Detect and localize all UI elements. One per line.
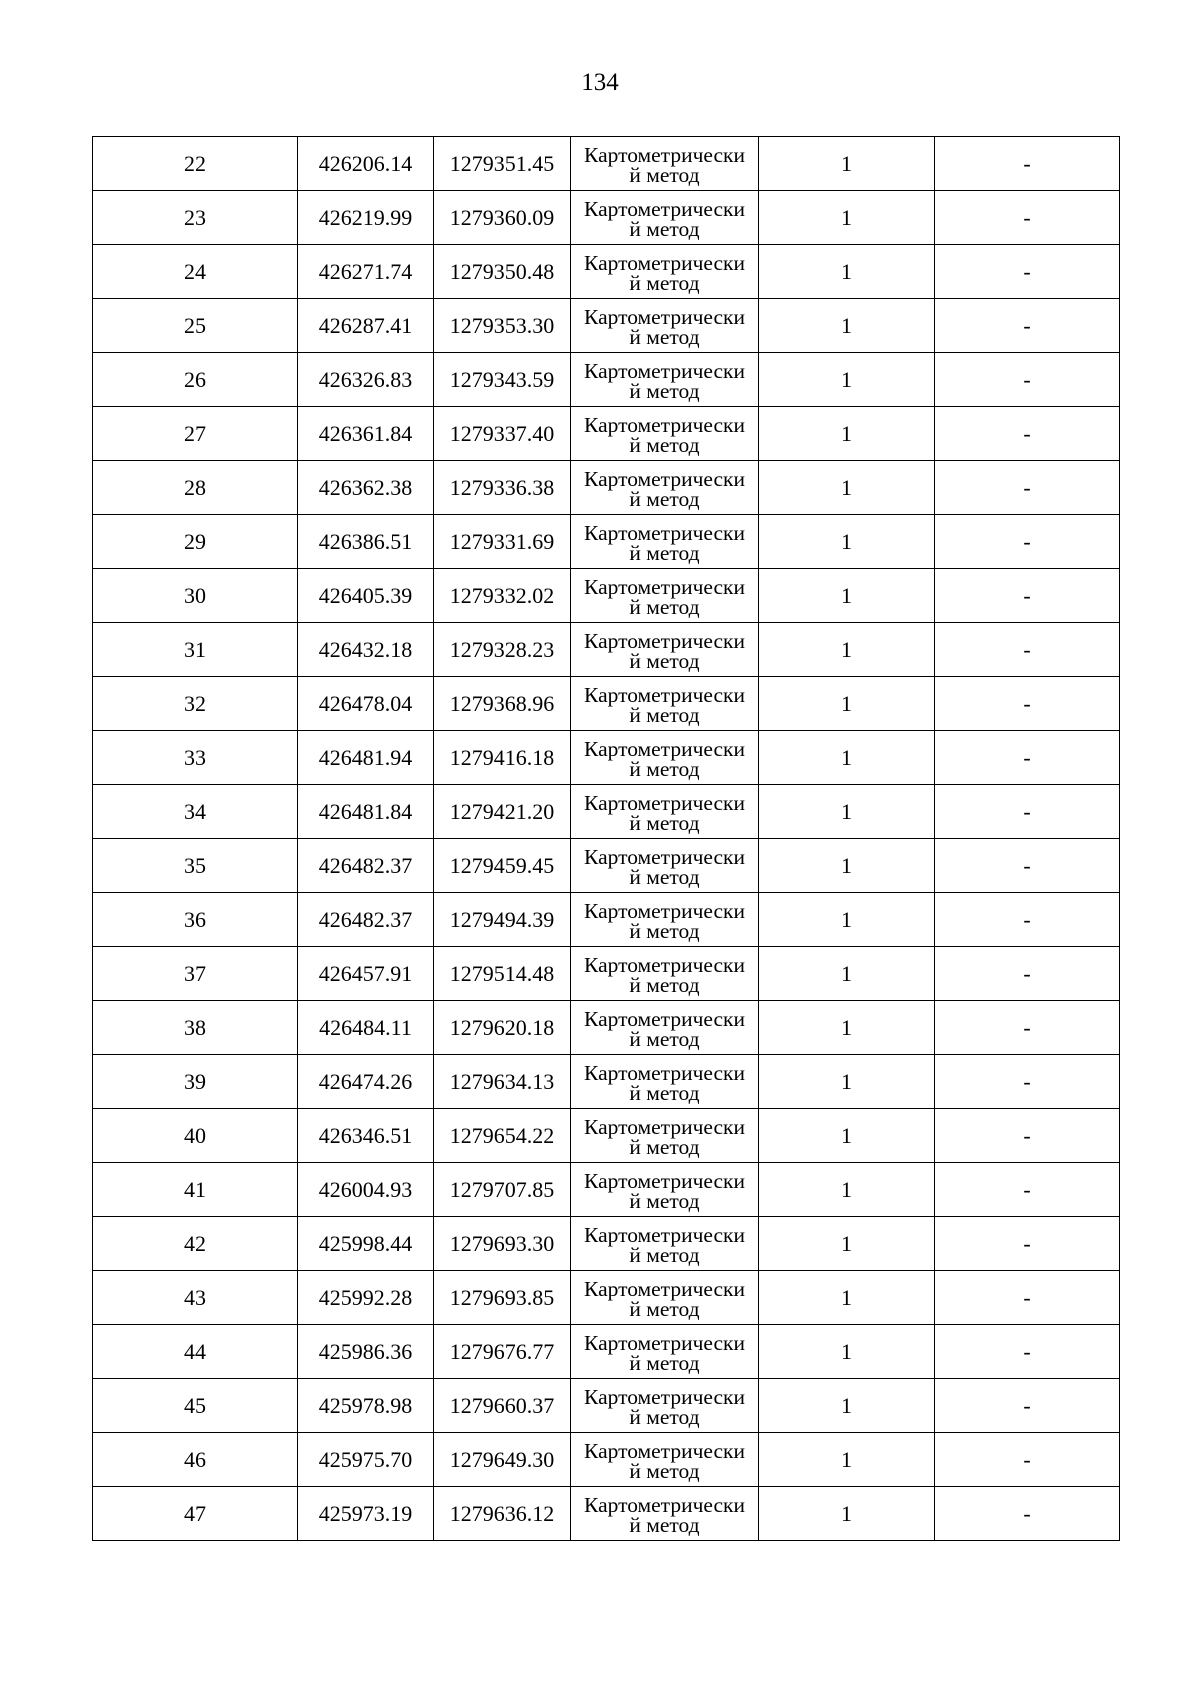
method-cell [571,893,759,947]
table-row [93,947,1120,1001]
y-coordinate-cell: 1279620.18 [434,1001,571,1055]
method-text-line-2: й метод [629,702,700,727]
method-text-line-2: й метод [629,1350,700,1375]
accuracy-cell: 1 [759,785,935,839]
method-cell [571,515,759,569]
x-coordinate-cell: 426362.38 [298,461,434,515]
note-cell: - [935,677,1120,731]
method-text-line-2: й метод [629,810,700,835]
table-row [93,569,1120,623]
method-text-line-1: Картометрически [584,1384,745,1409]
method-text-line-2: й метод [629,594,700,619]
point-number-cell: 29 [93,515,298,569]
note-cell: - [935,731,1120,785]
y-coordinate-cell: 1279353.30 [434,299,571,353]
point-number-cell: 41 [93,1163,298,1217]
x-coordinate-cell: 426481.94 [298,731,434,785]
note-cell: - [935,785,1120,839]
point-number-cell: 36 [93,893,298,947]
method-text-line-2: й метод [629,378,700,403]
method-text-line-1: Картометрически [584,1438,745,1463]
y-coordinate-cell: 1279343.59 [434,353,571,407]
method-text-line-2: й метод [629,216,700,241]
y-coordinate-cell: 1279368.96 [434,677,571,731]
method-text-line-1: Картометрически [584,304,745,329]
y-coordinate-cell: 1279331.69 [434,515,571,569]
x-coordinate-cell: 426346.51 [298,1109,434,1163]
x-coordinate-cell: 426482.37 [298,839,434,893]
method-text-line-1: Картометрически [584,1006,745,1031]
method-text-line-2: й метод [629,432,700,457]
method-cell [571,731,759,785]
method-cell [571,407,759,461]
x-coordinate-cell: 426206.14 [298,137,434,191]
x-coordinate-cell: 426287.41 [298,299,434,353]
accuracy-cell: 1 [759,1487,935,1541]
point-number-cell: 22 [93,137,298,191]
method-cell [571,245,759,299]
note-cell: - [935,137,1120,191]
accuracy-cell: 1 [759,1055,935,1109]
y-coordinate-cell: 1279459.45 [434,839,571,893]
method-cell [571,1487,759,1541]
method-text-line-2: й метод [629,162,700,187]
accuracy-cell: 1 [759,947,935,1001]
method-text-line-2: й метод [629,648,700,673]
method-cell [571,191,759,245]
method-text-line-1: Картометрически [584,466,745,491]
y-coordinate-cell: 1279328.23 [434,623,571,677]
method-cell [571,137,759,191]
method-cell [571,461,759,515]
table-row [93,1487,1120,1541]
method-text-line-1: Картометрически [584,898,745,923]
accuracy-cell: 1 [759,1379,935,1433]
method-text-line-2: й метод [629,540,700,565]
method-text-line-1: Картометрически [584,1060,745,1085]
table-row [93,137,1120,191]
point-number-cell: 45 [93,1379,298,1433]
method-text-line-1: Картометрически [584,358,745,383]
y-coordinate-cell: 1279636.12 [434,1487,571,1541]
table-row [93,1271,1120,1325]
x-coordinate-cell: 425992.28 [298,1271,434,1325]
method-text-line-1: Картометрически [584,1492,745,1517]
note-cell: - [935,623,1120,677]
point-number-cell: 24 [93,245,298,299]
x-coordinate-cell: 426326.83 [298,353,434,407]
x-coordinate-cell: 426484.11 [298,1001,434,1055]
method-cell [571,1271,759,1325]
method-text-line-1: Картометрически [584,520,745,545]
method-text-line-2: й метод [629,1026,700,1051]
y-coordinate-cell: 1279693.85 [434,1271,571,1325]
y-coordinate-cell: 1279494.39 [434,893,571,947]
method-text-line-2: й метод [629,1080,700,1105]
method-text-line-2: й метод [629,972,700,997]
method-cell [571,353,759,407]
method-cell [571,785,759,839]
note-cell: - [935,1163,1120,1217]
y-coordinate-cell: 1279693.30 [434,1217,571,1271]
y-coordinate-cell: 1279660.37 [434,1379,571,1433]
method-text-line-1: Картометрически [584,790,745,815]
accuracy-cell: 1 [759,137,935,191]
note-cell: - [935,569,1120,623]
table-row [93,1379,1120,1433]
x-coordinate-cell: 426482.37 [298,893,434,947]
note-cell: - [935,1055,1120,1109]
method-cell [571,1109,759,1163]
note-cell: - [935,1487,1120,1541]
method-cell [571,1001,759,1055]
point-number-cell: 37 [93,947,298,1001]
x-coordinate-cell: 426219.99 [298,191,434,245]
y-coordinate-cell: 1279360.09 [434,191,571,245]
method-text-line-1: Картометрически [584,1222,745,1247]
accuracy-cell: 1 [759,1271,935,1325]
method-cell [571,623,759,677]
method-text-line-2: й метод [629,756,700,781]
y-coordinate-cell: 1279654.22 [434,1109,571,1163]
note-cell: - [935,1379,1120,1433]
point-number-cell: 39 [93,1055,298,1109]
table-row [93,731,1120,785]
method-text-line-1: Картометрически [584,142,745,167]
note-cell: - [935,461,1120,515]
accuracy-cell: 1 [759,515,935,569]
x-coordinate-cell: 426405.39 [298,569,434,623]
note-cell: - [935,191,1120,245]
table-row [93,839,1120,893]
note-cell: - [935,353,1120,407]
table-row [93,623,1120,677]
x-coordinate-cell: 426474.26 [298,1055,434,1109]
method-text-line-2: й метод [629,918,700,943]
method-cell [571,1433,759,1487]
accuracy-cell: 1 [759,1163,935,1217]
method-cell [571,677,759,731]
y-coordinate-cell: 1279336.38 [434,461,571,515]
table-row [93,1001,1120,1055]
table-body [93,137,1120,1541]
method-text-line-1: Картометрически [584,196,745,221]
x-coordinate-cell: 426481.84 [298,785,434,839]
note-cell: - [935,1271,1120,1325]
accuracy-cell: 1 [759,569,935,623]
point-number-cell: 42 [93,1217,298,1271]
y-coordinate-cell: 1279337.40 [434,407,571,461]
point-number-cell: 26 [93,353,298,407]
point-number-cell: 27 [93,407,298,461]
note-cell: - [935,947,1120,1001]
point-number-cell: 31 [93,623,298,677]
table-row [93,893,1120,947]
y-coordinate-cell: 1279707.85 [434,1163,571,1217]
x-coordinate-cell: 425998.44 [298,1217,434,1271]
x-coordinate-cell: 426271.74 [298,245,434,299]
point-number-cell: 46 [93,1433,298,1487]
method-text-line-2: й метод [629,1242,700,1267]
x-coordinate-cell: 426361.84 [298,407,434,461]
method-cell [571,1055,759,1109]
note-cell: - [935,299,1120,353]
accuracy-cell: 1 [759,191,935,245]
method-text-line-1: Картометрически [584,844,745,869]
method-text-line-2: й метод [629,270,700,295]
table-row [93,1109,1120,1163]
accuracy-cell: 1 [759,407,935,461]
table-row [93,245,1120,299]
accuracy-cell: 1 [759,839,935,893]
method-text-line-2: й метод [629,1458,700,1483]
y-coordinate-cell: 1279514.48 [434,947,571,1001]
point-number-cell: 30 [93,569,298,623]
y-coordinate-cell: 1279421.20 [434,785,571,839]
method-text-line-1: Картометрически [584,250,745,275]
note-cell: - [935,1433,1120,1487]
table-row [93,515,1120,569]
note-cell: - [935,1001,1120,1055]
accuracy-cell: 1 [759,299,935,353]
point-number-cell: 23 [93,191,298,245]
table-row [93,407,1120,461]
method-text-line-1: Картометрически [584,682,745,707]
y-coordinate-cell: 1279350.48 [434,245,571,299]
accuracy-cell: 1 [759,245,935,299]
method-text-line-1: Картометрически [584,1114,745,1139]
method-cell [571,1325,759,1379]
method-text-line-1: Картометрически [584,736,745,761]
method-text-line-1: Картометрически [584,1168,745,1193]
accuracy-cell: 1 [759,353,935,407]
method-text-line-2: й метод [629,864,700,889]
accuracy-cell: 1 [759,1433,935,1487]
table-row [93,191,1120,245]
point-number-cell: 32 [93,677,298,731]
accuracy-cell: 1 [759,1001,935,1055]
x-coordinate-cell: 425973.19 [298,1487,434,1541]
note-cell: - [935,1217,1120,1271]
table-row [93,353,1120,407]
coordinates-table [92,136,1120,1541]
x-coordinate-cell: 425986.36 [298,1325,434,1379]
x-coordinate-cell: 426432.18 [298,623,434,677]
table-row [93,1325,1120,1379]
point-number-cell: 38 [93,1001,298,1055]
x-coordinate-cell: 425978.98 [298,1379,434,1433]
y-coordinate-cell: 1279416.18 [434,731,571,785]
method-text-line-1: Картометрически [584,952,745,977]
note-cell: - [935,245,1120,299]
accuracy-cell: 1 [759,623,935,677]
method-cell [571,1217,759,1271]
note-cell: - [935,515,1120,569]
table-row [93,461,1120,515]
accuracy-cell: 1 [759,461,935,515]
table-row [93,1433,1120,1487]
method-cell [571,569,759,623]
method-cell [571,299,759,353]
method-text-line-1: Картометрически [584,1330,745,1355]
method-text-line-1: Картометрически [584,628,745,653]
point-number-cell: 47 [93,1487,298,1541]
y-coordinate-cell: 1279676.77 [434,1325,571,1379]
x-coordinate-cell: 426004.93 [298,1163,434,1217]
y-coordinate-cell: 1279649.30 [434,1433,571,1487]
point-number-cell: 40 [93,1109,298,1163]
point-number-cell: 34 [93,785,298,839]
note-cell: - [935,1325,1120,1379]
method-text-line-2: й метод [629,324,700,349]
note-cell: - [935,407,1120,461]
y-coordinate-cell: 1279351.45 [434,137,571,191]
method-text-line-2: й метод [629,486,700,511]
method-cell [571,1379,759,1433]
table-row [93,785,1120,839]
x-coordinate-cell: 426478.04 [298,677,434,731]
method-text-line-2: й метод [629,1296,700,1321]
accuracy-cell: 1 [759,1325,935,1379]
y-coordinate-cell: 1279332.02 [434,569,571,623]
point-number-cell: 43 [93,1271,298,1325]
table-row [93,299,1120,353]
accuracy-cell: 1 [759,1109,935,1163]
table-row [93,1163,1120,1217]
point-number-cell: 25 [93,299,298,353]
table-row [93,1217,1120,1271]
y-coordinate-cell: 1279634.13 [434,1055,571,1109]
method-text-line-1: Картометрически [584,1276,745,1301]
table-row [93,1055,1120,1109]
note-cell: - [935,1109,1120,1163]
note-cell: - [935,839,1120,893]
point-number-cell: 35 [93,839,298,893]
point-number-cell: 44 [93,1325,298,1379]
method-text-line-1: Картометрически [584,574,745,599]
x-coordinate-cell: 426457.91 [298,947,434,1001]
method-cell [571,1163,759,1217]
x-coordinate-cell: 426386.51 [298,515,434,569]
method-cell [571,839,759,893]
point-number-cell: 28 [93,461,298,515]
accuracy-cell: 1 [759,1217,935,1271]
note-cell: - [935,893,1120,947]
accuracy-cell: 1 [759,893,935,947]
accuracy-cell: 1 [759,677,935,731]
method-text-line-2: й метод [629,1512,700,1537]
page-number: 134 [581,69,619,96]
point-number-cell: 33 [93,731,298,785]
x-coordinate-cell: 425975.70 [298,1433,434,1487]
table-row [93,677,1120,731]
method-text-line-1: Картометрически [584,412,745,437]
method-text-line-2: й метод [629,1188,700,1213]
method-cell [571,947,759,1001]
method-text-line-2: й метод [629,1134,700,1159]
accuracy-cell: 1 [759,731,935,785]
method-text-line-2: й метод [629,1404,700,1429]
